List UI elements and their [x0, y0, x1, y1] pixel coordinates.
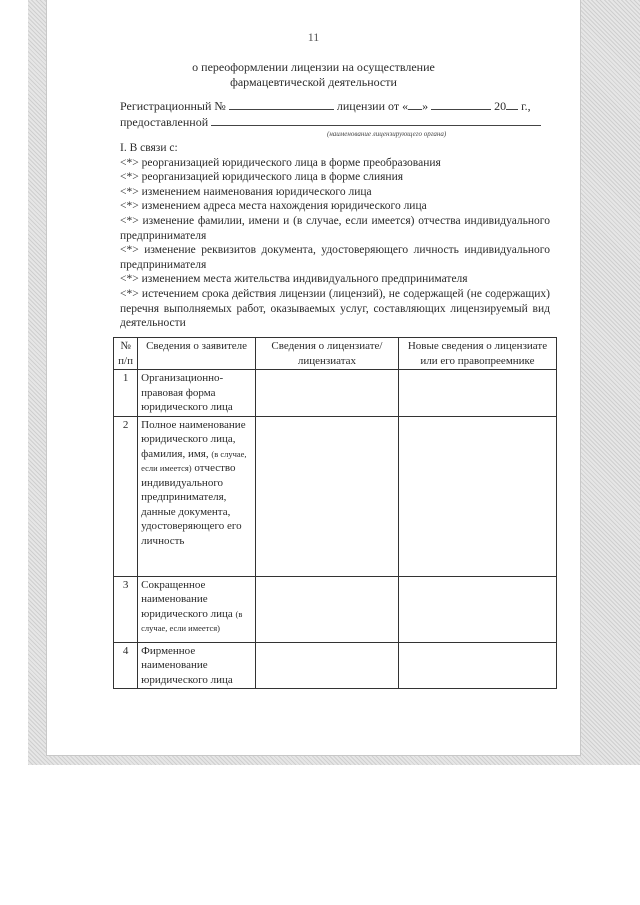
- reason-item[interactable]: <*> изменением наименования юридического лица: [120, 185, 372, 198]
- applicant-info-table: [113, 337, 557, 689]
- page-number: 11: [307, 30, 320, 44]
- new-info-cell[interactable]: [398, 370, 556, 417]
- row-label: [138, 416, 256, 576]
- registration-row: [120, 98, 550, 114]
- row-label: [138, 642, 256, 689]
- table-row: [114, 370, 557, 417]
- licensee-cell[interactable]: [255, 576, 398, 642]
- document-page: [47, 0, 580, 755]
- row-label-text: Фирменное наименование юридического лица: [141, 644, 233, 686]
- reason-item[interactable]: <*> реорганизацией юридического лица в форме слияния: [120, 171, 404, 184]
- year-suffix: г.,: [521, 99, 531, 113]
- reason-item[interactable]: <*> изменение фамилии, имени и (в случае, если имеется) отчества индивидуального предпринимателя: [120, 214, 550, 242]
- registration-block: [120, 98, 550, 130]
- reason-item[interactable]: <*> изменением места жительства индивидуального предпринимателя: [120, 273, 468, 286]
- row-number: 1: [114, 370, 138, 417]
- table-row: [114, 576, 557, 642]
- table-header-row: [114, 338, 557, 370]
- reasons-heading: I. В связи с:: [120, 142, 178, 154]
- license-year-field[interactable]: [506, 98, 518, 110]
- row-number: 2: [114, 416, 138, 576]
- header-licensee: Сведения о лицензиате/лицензиатах: [255, 338, 398, 370]
- authority-caption: (наименование лицензирующего органа): [327, 130, 447, 138]
- header-new-info: Новые сведения о лицензиате или его правопреемнике: [398, 338, 556, 370]
- new-info-cell[interactable]: [398, 642, 556, 689]
- header-number: № п/п: [114, 338, 138, 370]
- new-info-cell[interactable]: [398, 416, 556, 576]
- header-applicant: Сведения о заявителе: [138, 338, 256, 370]
- reason-item[interactable]: <*> истечением срока действия лицензии (лицензий), не содержащей (не содержащих) перечня выполняемых работ, оказываемых услуг, составляющих лицензируемый вид деятельности: [120, 287, 550, 330]
- document-title: [47, 60, 580, 90]
- row-number: 3: [114, 576, 138, 642]
- table-row: [114, 642, 557, 689]
- year-prefix: 20: [494, 99, 507, 113]
- license-from-label: лицензии от «: [336, 99, 409, 113]
- row-label: [138, 576, 256, 642]
- reason-item[interactable]: <*> реорганизацией юридического лица в форме преобразования: [120, 156, 441, 169]
- reason-item[interactable]: <*> изменение реквизитов документа, удостоверяющего личность индивидуального предпринимателя: [120, 244, 550, 271]
- registration-number-field[interactable]: [229, 98, 334, 110]
- quote-close: »: [422, 99, 429, 113]
- row-label-note: (в случае, если имеется): [141, 608, 243, 633]
- reason-item[interactable]: <*> изменением адреса места нахождения юридического лица: [120, 200, 427, 213]
- license-day-field[interactable]: [408, 98, 422, 110]
- row-label-note: (в случае, если имеется): [141, 448, 247, 473]
- row-number: 4: [114, 642, 138, 689]
- licensee-cell[interactable]: [255, 642, 398, 689]
- new-info-cell[interactable]: [398, 576, 556, 642]
- reasons-list: [120, 141, 550, 331]
- issued-row: [120, 114, 550, 130]
- title-line-2: фармацевтической деятельности: [230, 75, 397, 89]
- row-label-text: Полное наименование юридического лица, фамилия, имя,: [141, 418, 246, 460]
- licensee-cell[interactable]: [255, 416, 398, 576]
- license-month-field[interactable]: [431, 98, 491, 110]
- licensee-cell[interactable]: [255, 370, 398, 417]
- row-label-text: Организационно-правовая форма юридического лица: [141, 372, 233, 413]
- issued-label: предоставленной: [120, 115, 209, 129]
- row-label: [138, 370, 256, 417]
- table-row: [114, 416, 557, 576]
- row-label-text: Сокращенное наименование юридического лица: [141, 578, 233, 620]
- title-line-1: о переоформлении лицензии на осуществление: [192, 60, 435, 74]
- issuing-authority-field[interactable]: [211, 114, 541, 126]
- row-label-text-after: отчество индивидуального предпринимателя, данные документа, удостоверяющего его личность: [141, 462, 242, 547]
- registration-prefix: Регистрационный №: [120, 99, 226, 113]
